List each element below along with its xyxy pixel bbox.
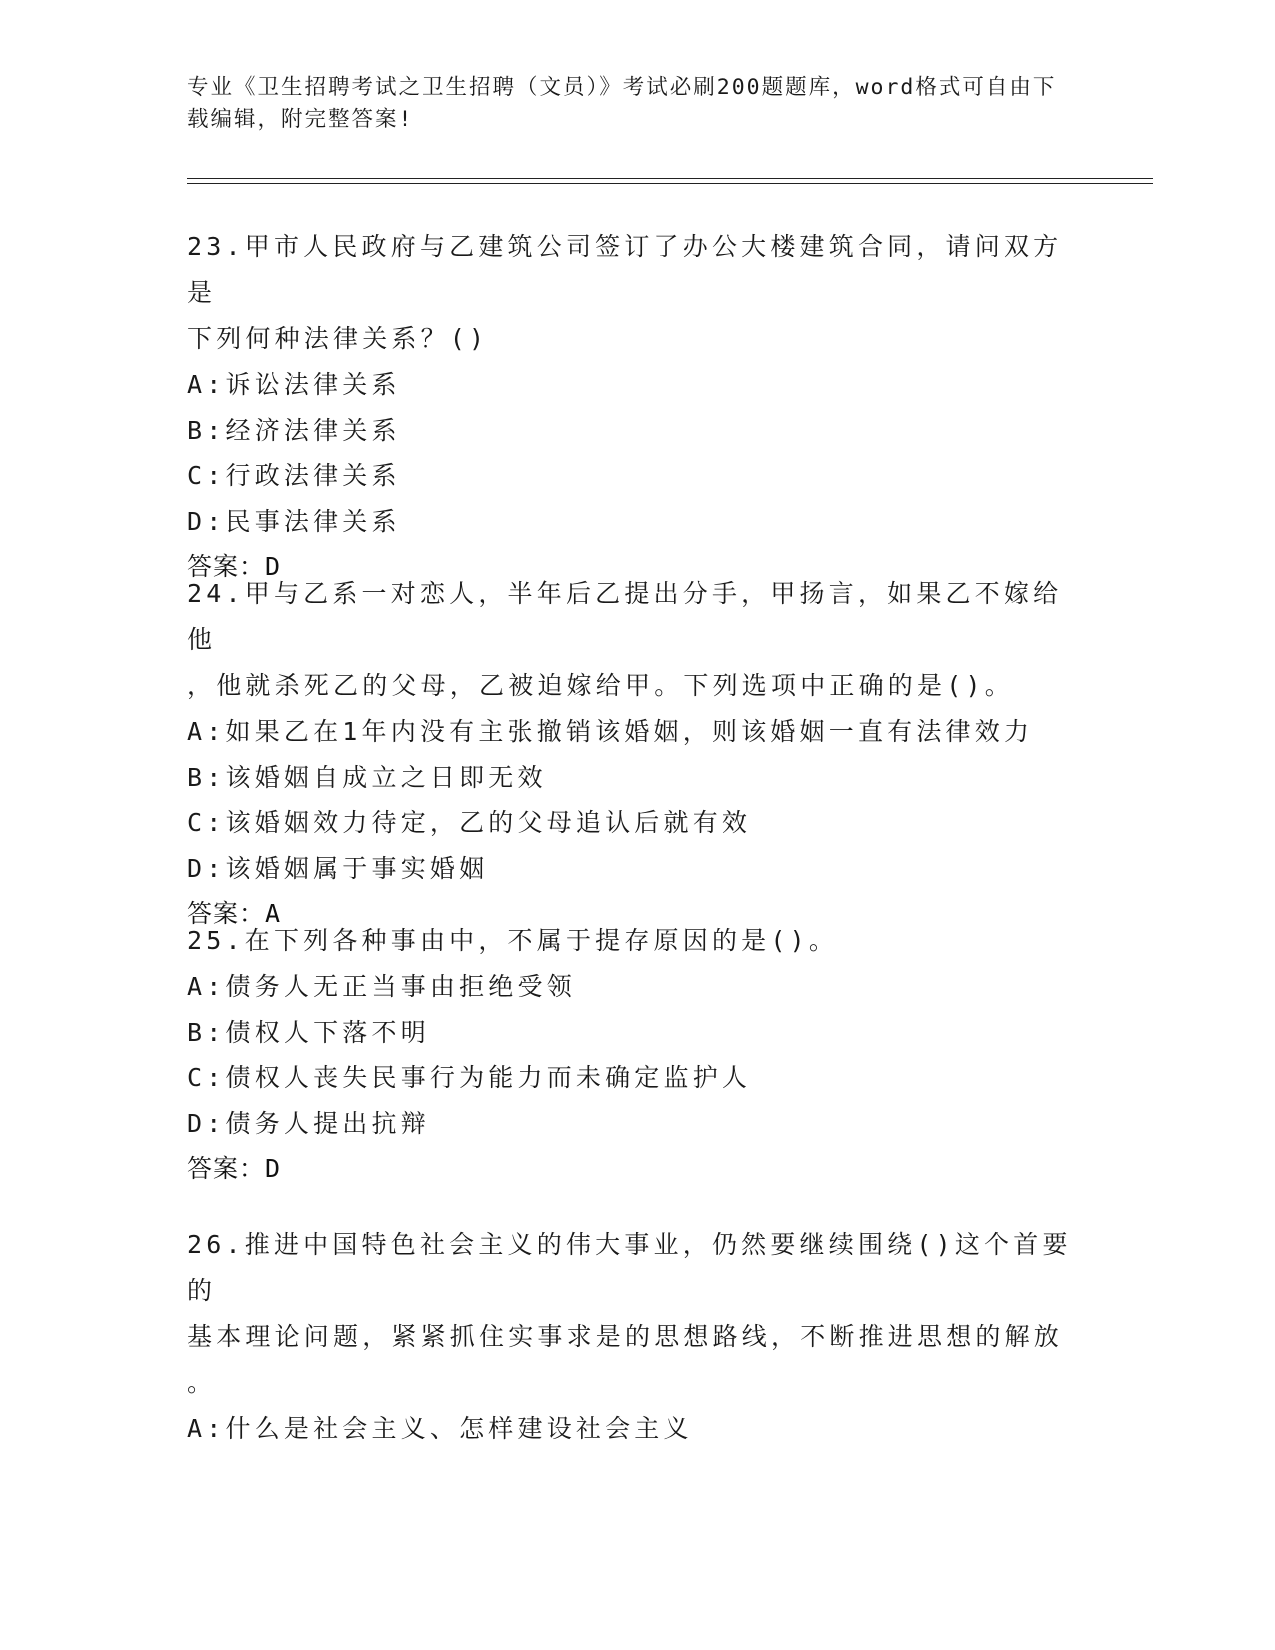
question-stem: [187, 918, 1087, 964]
option-d: D:债务人提出抗辩: [187, 1108, 430, 1138]
document-header: 专业《卫生招聘考试之卫生招聘（文员）》考试必刷200题题库，word格式可自由下载编辑，附完整答案!: [187, 75, 1057, 132]
question-stem: [187, 224, 1087, 362]
option-c: C:该婚姻效力待定，乙的父母追认后就有效: [187, 808, 752, 837]
option-b: B:债权人下落不明: [187, 1017, 430, 1047]
option-d: D:民事法律关系: [187, 506, 401, 536]
header-rule-bottom: [187, 183, 1153, 184]
question-25: [187, 918, 1087, 1192]
question-24: [187, 571, 1087, 937]
question-stem: [187, 571, 1087, 709]
option-a: A:诉讼法律关系: [187, 370, 401, 399]
question-stem-line: 。: [187, 1368, 217, 1397]
answer-value: A: [265, 899, 282, 928]
answer-label: 答案：: [187, 552, 266, 581]
question-stem-line: 25.在下列各种事由中，不属于提存原因的是()。: [187, 926, 839, 955]
question-stem: [187, 1222, 1087, 1406]
question-stem-line: ，他就杀死乙的父母，乙被迫嫁给甲。下列选项中正确的是()。: [187, 671, 1014, 700]
option-b: B:经济法律关系: [187, 415, 401, 445]
question-stem-line: 23.甲市人民政府与乙建筑公司签订了办公大楼建筑合同，请问双方是: [187, 232, 1063, 307]
option-c: C:债权人丧失民事行为能力而未确定监护人: [187, 1063, 752, 1092]
answer: [187, 1146, 1087, 1192]
question-26: [187, 1222, 1087, 1452]
question-stem-line: 26.推进中国特色社会主义的伟大事业，仍然要继续围绕()这个首要的: [187, 1230, 1072, 1305]
header-rule-top: [187, 178, 1153, 179]
option-a: A:如果乙在1年内没有主张撤销该婚姻，则该婚姻一直有法律效力: [187, 717, 1034, 746]
option-b: B:该婚姻自成立之日即无效: [187, 762, 547, 792]
answer-value: D: [265, 1154, 282, 1183]
question-stem-line: 基本理论问题，紧紧抓住实事求是的思想路线，不断推进思想的解放: [187, 1322, 1064, 1351]
option-c: C:行政法律关系: [187, 461, 401, 490]
question-23: [187, 224, 1087, 590]
option-a: A:什么是社会主义、怎样建设社会主义: [187, 1414, 693, 1443]
answer-value: D: [265, 552, 282, 581]
question-stem-line: 下列何种法律关系？(): [187, 324, 489, 353]
option-a: A:债务人无正当事由拒绝受领: [187, 972, 576, 1001]
answer-label: 答案：: [187, 899, 266, 928]
question-stem-line: 24.甲与乙系一对恋人，半年后乙提出分手，甲扬言，如果乙不嫁给他: [187, 579, 1063, 654]
option-d: D:该婚姻属于事实婚姻: [187, 853, 489, 883]
answer-label: 答案：: [187, 1154, 266, 1183]
